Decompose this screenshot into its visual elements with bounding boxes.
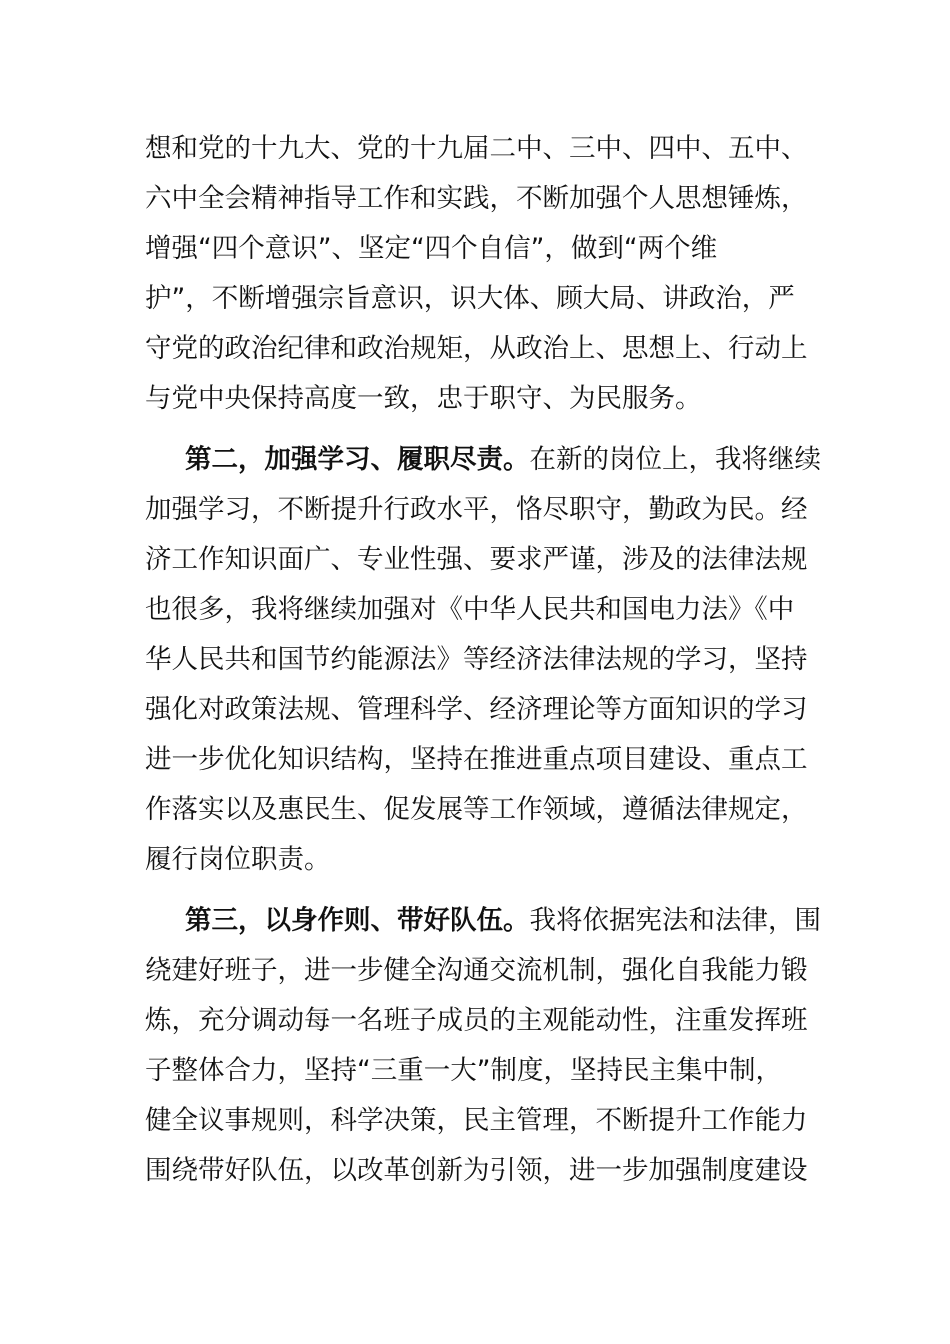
paragraph-heading: 第二，加强学习、履职尽责。 [185,444,530,475]
document-body [145,124,821,1196]
text-line: 济工作知识面广、专业性强、要求严谨，涉及的法律法规 [145,544,808,575]
text-line: 护”，不断增强宗旨意识，识大体、顾大局、讲政治，严 [145,283,795,314]
text-line: 也很多，我将继续加强对《中华人民共和国电力法》《中 [145,594,795,625]
text-line: 想和党的十九大、党的十九届二中、三中、四中、五中、 [145,133,808,164]
text-line: 与党中央保持高度一致，忠于职守、为民服务。 [145,383,702,414]
text-line [145,435,821,485]
paragraph-2 [145,435,821,885]
text-line: 强化对政策法规、管理科学、经济理论等方面知识的学习 [145,694,808,725]
text-line: 炼，充分调动每一名班子成员的主观能动性，注重发挥班 [145,1005,808,1036]
paragraph-3 [145,896,821,1196]
text-line: 增强“四个意识”、坚定“四个自信”，做到“两个维 [145,233,718,264]
text-line: 六中全会精神指导工作和实践，不断加强个人思想锤炼， [145,183,808,214]
text-line: 绕建好班子，进一步健全沟通交流机制，强化自我能力锻 [145,955,808,986]
text-line: 作落实以及惠民生、促发展等工作领域，遵循法律规定， [145,794,808,825]
text-line: 守党的政治纪律和政治规矩，从政治上、思想上、行动上 [145,333,808,364]
paragraph-heading: 第三，以身作则、带好队伍。 [185,905,530,936]
text-line: 围绕带好队伍，以改革创新为引领，进一步加强制度建设 [145,1155,808,1186]
text-line: 履行岗位职责。 [145,844,331,875]
text-line: 加强学习，不断提升行政水平，恪尽职守，勤政为民。经 [145,494,808,525]
text-line: 华人民共和国节约能源法》等经济法律法规的学习，坚持 [145,644,808,675]
paragraph-1 [145,124,810,424]
text-span: 在新的岗位上，我将继续 [529,444,821,475]
text-span: 我将依据宪法和法律，围 [529,905,821,936]
text-line: 健全议事规则，科学决策，民主管理，不断提升工作能力 [145,1105,808,1136]
text-line: 进一步优化知识结构，坚持在推进重点项目建设、重点工 [145,744,808,775]
text-line: 子整体合力，坚持“三重一大”制度，坚持民主集中制， [145,1055,782,1086]
text-line [145,896,821,946]
